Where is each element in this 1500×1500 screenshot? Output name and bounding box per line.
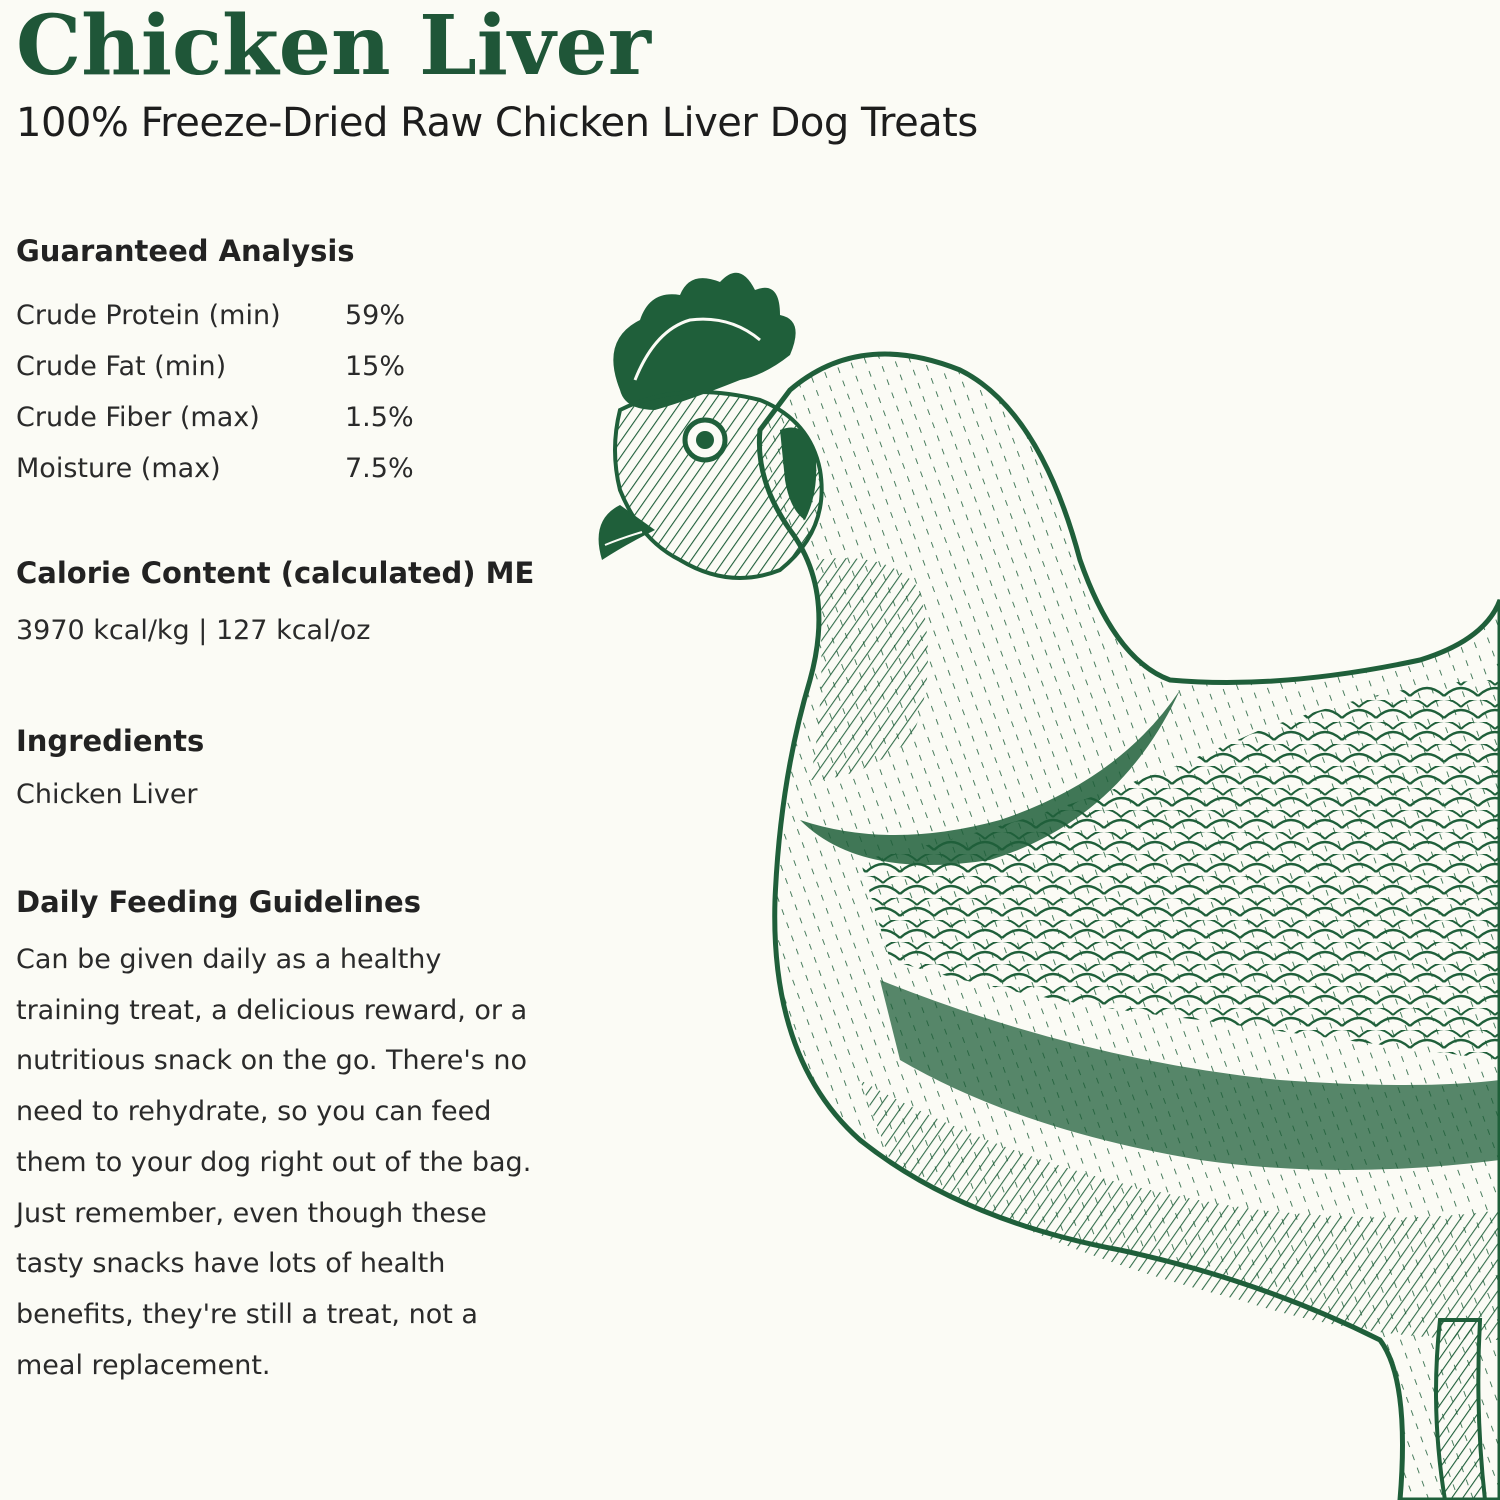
analysis-value: 15% bbox=[345, 351, 406, 382]
analysis-value: 1.5% bbox=[345, 402, 414, 433]
guaranteed-analysis-heading: Guaranteed Analysis bbox=[16, 234, 355, 268]
analysis-label: Crude Protein (min) bbox=[16, 300, 281, 331]
page-title: Chicken Liver bbox=[16, 0, 651, 94]
analysis-value: 7.5% bbox=[345, 453, 414, 484]
analysis-row bbox=[16, 290, 414, 341]
calorie-content-value: 3970 kcal/kg | 127 kcal/oz bbox=[16, 615, 371, 646]
analysis-label: Moisture (max) bbox=[16, 453, 221, 484]
analysis-row bbox=[16, 392, 414, 443]
analysis-row bbox=[16, 443, 414, 494]
feeding-guidelines-text: Can be given daily as a healthy training treat, a delicious reward, or a nutritious snack on the go. There's no need to rehydrate, so you can feed them to your dog right out of the bag. Just remember, even though these tasty snacks have lots of health benefits, they're still a treat, not a meal replacement. bbox=[16, 944, 532, 1381]
analysis-label: Crude Fiber (max) bbox=[16, 402, 260, 433]
chicken-engraving-illustration bbox=[560, 260, 1500, 1500]
page-subtitle: 100% Freeze-Dried Raw Chicken Liver Dog Treats bbox=[16, 100, 978, 146]
analysis-label: Crude Fat (min) bbox=[16, 351, 227, 382]
ingredients-value: Chicken Liver bbox=[16, 779, 198, 810]
guaranteed-analysis-table bbox=[16, 290, 414, 494]
analysis-row bbox=[16, 341, 414, 392]
feeding-guidelines-heading: Daily Feeding Guidelines bbox=[16, 885, 421, 919]
ingredients-heading: Ingredients bbox=[16, 724, 205, 758]
calorie-content-heading: Calorie Content (calculated) ME bbox=[16, 556, 535, 590]
analysis-value: 59% bbox=[345, 300, 406, 331]
